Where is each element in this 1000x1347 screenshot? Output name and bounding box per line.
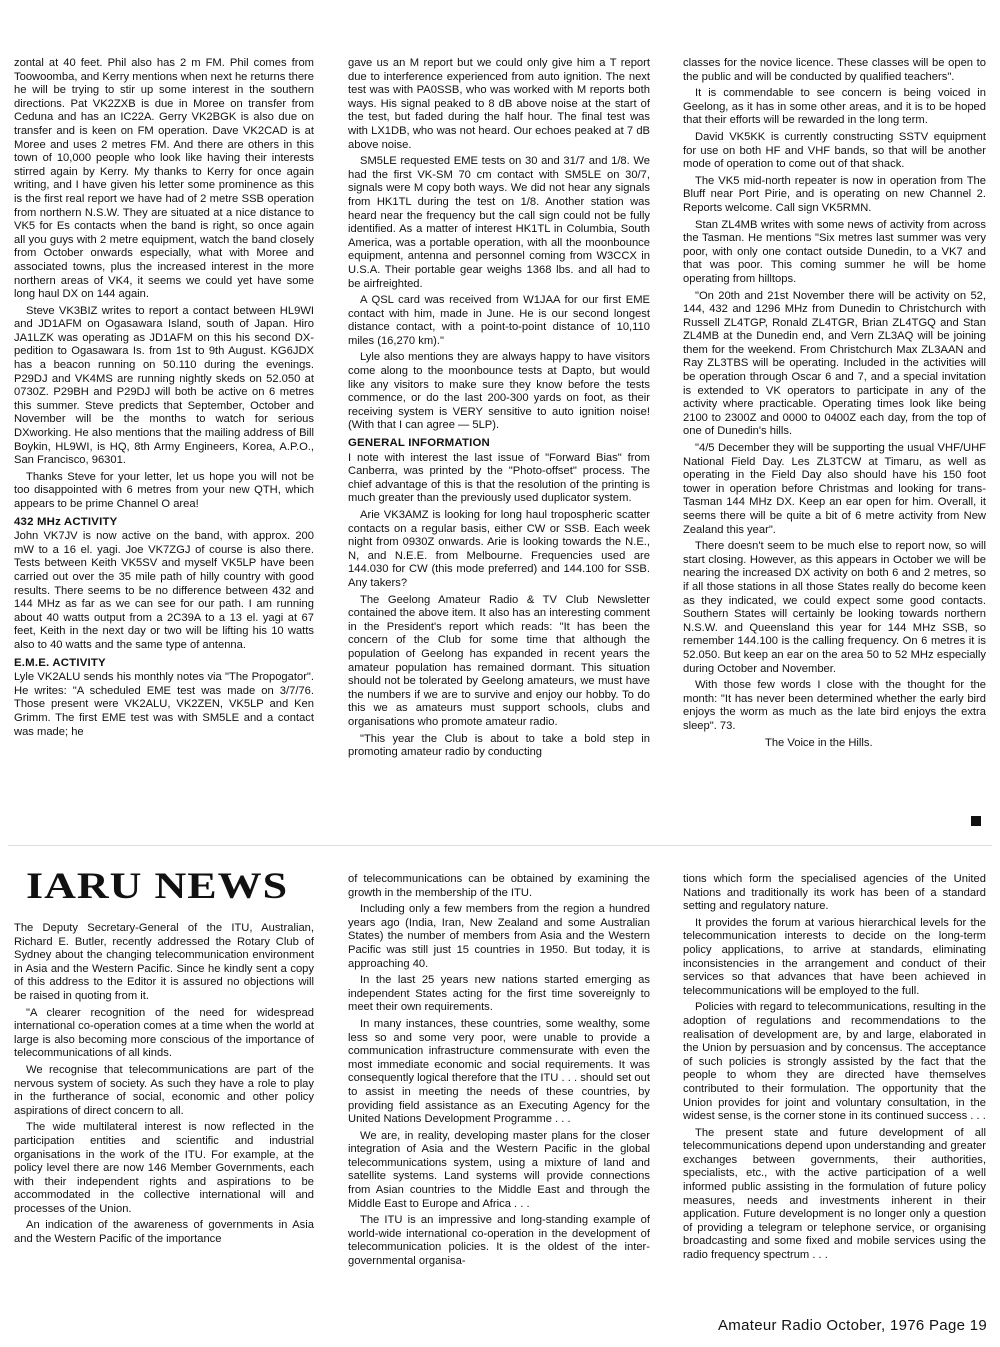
paragraph: Stan ZL4MB writes with some news of activity from across the Tasman. He mentions "Six metres last summer was very poor, with only one contact outside Dunedin, to a VK7 and that was poor. This coming summer he will be home operating from hilltops.: [683, 218, 986, 285]
paragraph: In many instances, these countries, some wealthy, some less so and some very poor, were unable to provide a communication infrastructure commensurate with even the most immediate economic and social requirements. It was consequently logical therefore that the ITU . . . should set out to assist in meeting the needs of these countries, by providing field assistance as an Executing Agency for the United Nations Development Programme . . .: [348, 1017, 650, 1126]
end-of-article-mark: [971, 816, 981, 826]
page-footer: Amateur Radio October, 1976 Page 19: [717, 1317, 987, 1334]
paragraph: "4/5 December they will be supporting the usual VHF/UHF National Field Day. Les ZL3TCW at Timaru, as well as operating in the Field Day also should have his 150 foot tower in operation before Christmas and looking for trans-Tasman 144 MHz DX. Keep an ear open for him. Overall, it seems there will be quite a bit of 6 metre activity from New Zealand this year".: [683, 442, 986, 536]
paragraph: An indication of the awareness of governments in Asia and the Western Pacific of the importance: [14, 1219, 314, 1246]
paragraph: Steve VK3BIZ writes to report a contact between HL9WI and JD1AFM on Ogasawara Island, south of Japan. Hiro JA1LZK was operating as JD1AFM on this his second DX-pedition to Ogasawara Is. from 1st to 9th August. KG6JDX has a beacon running on 50.110 during the evenings. P29DJ and VK4MS are running nightly skeds on 52.050 at 0730Z. P29BH and P29DJ will both be active on 6 metres this summer. Steve predicts that September, October and November will be the months to watch for serious DXworking. He also mentions that the mailing address of Bill Boykin, HL9WI, is HQ, 8th Army Engineers, Korea, A.P.O., San Francisco, 96301.: [14, 304, 314, 467]
paragraph: classes for the novice licence. These classes will be open to the public and will be conducted by qualified teachers".: [683, 57, 986, 83]
paragraph: Lyle VK2ALU sends his monthly notes via "The Propogator". He writes: "A scheduled EME test was made on 3/7/76. Those present were VK2ALU, VK2ZEN, VK5LP and Ken Grimm. The first EME test was with SM5LE and a contact was made; he: [14, 671, 314, 738]
paragraph: SM5LE requested EME tests on 30 and 31/7 and 1/8. We had the first VK-SM 70 cm contact with SM5LE on 30/7, signals were M copy both ways. We did not hear any signals from HK1TL during the test on 1/8. Another station was heard near the frequency but the call sign could not be fully identified. As a matter of interest HK1TL in Columbia, South America, was a portable operation, with all the moonbounce equipment, antenna and personnel coming from W3CCX in U.S.A. Their portable gear weighs 1368 lbs. and all had to be airfreighted.: [348, 155, 650, 290]
paragraph: "On 20th and 21st November there will be activity on 52, 144, 432 and 1296 MHz from Dunedin to Christchurch with Russell ZL4TGP, Ronald ZL4TGR, Brian ZL4TGQ and Stan ZL4MB at the Dunedin end, and Vern ZL3AQ will be joining them for the weekend. From Christchurch Max ZL3AAN and Ray ZL3TBS will be operating. Included in the activities will be operation through Oscar 6 and 7, and a special invitation is extended to VK operators to participate in any of the activity where practicable. Operating times look like being 2100 to 2300Z and 0000 to 0400Z each day, from the top of one of Dunedin's hills.: [683, 289, 986, 438]
paragraph: It provides the forum at various hierarchical levels for the telecommunication interests to decide on the long-term policy applications, to arrive at standards, eliminating inconsistencies in the arrangement and conduct of their services so that advances that have been achieved in telecommunications will be employed to the full.: [683, 916, 986, 997]
paragraph: John VK7JV is now active on the band, with approx. 200 mW to a 16 el. yagi. Joe VK7ZGJ of course is also there. Tests between Keith VK5SV and myself VK5LP have been carried out over the 35 mile path of hilly country with good results. There seems to be no difference between 432 and 144 MHz as far as we can see for our path. I am running about 40 watts output from a 2C39A to a 13 el. yagi at 67 feet, Keith in the next day or two will be lifting his 10 watts also to 40 watts and the same type of antenna.: [14, 530, 314, 651]
iaru-column-2: [348, 873, 650, 1272]
paragraph: Including only a few members from the region a hundred years ago (India, Iran, New Zealand and some Australian States) the number of members from Asia and the Western Pacific was still just 15 countries in 1950. But today, it is approaching 40.: [348, 903, 650, 970]
paragraph: It is commendable to see concern is being voiced in Geelong, as it has in some other areas, and it is to be hoped that their efforts will be rewarded in the long term.: [683, 87, 986, 127]
paragraph: The wide multilateral interest is now reflected in the participation entities and scientific and industrial organisations in the work of the ITU. For example, at the policy level there are now 146 Member Governments, each with their independent rights and aspirations to be accommodated in the collective international will and processes of the Union.: [14, 1121, 314, 1215]
column-1-top: [14, 57, 314, 742]
iaru-column-1: [14, 922, 314, 1250]
paragraph: "This year the Club is about to take a bold step in promoting amateur radio by conducting: [348, 732, 650, 759]
paragraph: Policies with regard to telecommunications, resulting in the adoption of regulations and recommendations to the realisation of development are, by and large, elaborated in the Union by persuasion and by concensus. The acceptance of such policies is strongly assisted by the fact that the people to whom they are directed have themselves contributed to their formulation. The opportunity that the Union provides for joint and voluntary consultation, in the widest sense, is the corner stone in its continued success . . .: [683, 1001, 986, 1123]
paragraph: I note with interest the last issue of "Forward Bias" from Canberra, was printed by the "Photo-offset" process. The chief advantage of this is that the resolution of the printing is much greater than the previously used duplicator system.: [348, 451, 650, 505]
paragraph: of telecommunications can be obtained by examining the growth in the membership of the ITU.: [348, 873, 650, 899]
paragraph: There doesn't seem to be much else to report now, so will start closing. However, as this appears in October we will be nearing the increased DX activity on both 6 and 2 metres, so if all those stations in all those States really do become keen as they indicated, we could expect some good contacts. Southern States will certainly be looking towards northern N.S.W. and Queensland this year for 144 MHz SSB, so remember 144.100 is the calling frequency. On 6 metres it is 52.050. But keep an ear on the area 50 to 52 MHz especially during October and November.: [683, 540, 986, 675]
paragraph: Arie VK3AMZ is looking for long haul tropospheric scatter contacts on a regular basis, either CW or SSB. Each week night from 0930Z onwards. Arie is looking towards the N.E., N, and N.E.E. from Melbourne. Frequencies used are 144.030 for CW (this mode preferred) and 144.100 for SSB. Any takers?: [348, 509, 650, 589]
iaru-column-3: [683, 873, 986, 1266]
iaru-news-title: IARU NEWS: [26, 864, 289, 907]
column-2-top: [348, 57, 650, 763]
signature: The Voice in the Hills.: [765, 736, 873, 749]
paragraph: A QSL card was received from W1JAA for our first EME contact with him, made in June. He is our second longest distance contact, with a point-to-point distance of 10,110 miles (16,270 km).": [348, 294, 650, 347]
section-heading-eme: E.M.E. ACTIVITY: [14, 656, 106, 669]
paragraph: In the last 25 years new nations started emerging as independent States acting for the first time sovereignly to meet their own requirements.: [348, 974, 650, 1014]
paragraph: zontal at 40 feet. Phil also has 2 m FM. Phil comes from Toowoomba, and Kerry mentions when next he returns there he will be trying to stir up some interest in the southern directions. Pat VK2ZXB is due in Moree on transfer from Ceduna and has an IC22A. Gerry VK2BGK is also due on transfer and is keen on FM operation. Dave VK2CAD is at Moree and uses 2 metres FM. And there are others in this town of 10,000 people who look like having their interests stirred again by Kerry. My thanks to Kerry for once again writing, and I have given his letter some prominence as this is the first real report we have had of 2 metre SSB operation from northern N.S.W. They are situated at a nice distance to VK5 for Es contacts when the band is right, so once again all you guys with 2 metre equipment, watch the band closely from October onwards especially, what with Moree and associated towns, plus the increased interest in the more northern areas of VK4, it seems we could yet have some long haul DX on 144 again.: [14, 57, 314, 301]
column-3-top: [683, 57, 986, 753]
paragraph: The ITU is an impressive and long-standing example of world-wide international co-operation in the development of telecommunication policies. It is the oldest of the inter-governmental organisa-: [348, 1214, 650, 1268]
paragraph: Lyle also mentions they are always happy to have visitors come along to the moonbounce tests at Dapto, but would like any visitors to make sure they know before the tests commence, or do the last 200-300 yards on foot, as their receiving system is VERY sensitive to auto ignition noise! (With that I can agree — 5LP).: [348, 351, 650, 432]
paragraph: The Geelong Amateur Radio & TV Club Newsletter contained the above item. It also has an interesting comment in the President's report which reads: "It has been the concern of the Club for some time that although the population of Geelong has expanded in recent years the amateur population has remained dormant. This situation should not be tolerated by Geelong amateurs, we must have the numbers if we are to survive and enjoy our hobby. To do this we as amateurs must support schools, clubs and organisations who promote amateur radio.: [348, 593, 650, 728]
paragraph: We recognise that telecommunications are part of the nervous system of society. As such they have a role to play in the furtherance of social, economic and other policy aspirations of direct concern to all.: [14, 1063, 314, 1117]
paragraph: Thanks Steve for your letter, let us hope you will not be too disappointed with 6 metres from your new QTH, which appears to be prime Channel O area!: [14, 470, 314, 510]
section-divider: [8, 845, 992, 846]
paragraph: With those few words I close with the thought for the month: "It has never been determined whether the early bird enjoys the worm as much as the late bird enjoys the extra sleep". 73.: [683, 679, 986, 732]
paragraph: gave us an M report but we could only give him a T report due to interference experienced from auto ignition. The next test was with PA0SSB, who was worked with M reports both ways. His signal peaked to 8 dB above noise at the start of the test, but faded during the half hour. The final test was with LX1DB, who was not heard. Our echoes peaked at 7 dB above noise.: [348, 57, 650, 151]
section-heading-432: 432 MHz ACTIVITY: [14, 515, 118, 528]
paragraph: "A clearer recognition of the need for widespread international co-operation comes at a time when the world at large is also becoming more conscious of the importance of telecommunications of all kinds.: [14, 1006, 314, 1060]
paragraph: The Deputy Secretary-General of the ITU, Australian, Richard E. Butler, recently addressed the Rotary Club of Sydney about the changing telecommunication environment in Asia and the Western Pacific. Since he kindly sent a copy of this address to the Editor it is assured no objections will be raised in quoting from it.: [14, 922, 314, 1002]
paragraph: The VK5 mid-north repeater is now in operation from The Bluff near Port Pirie, and is operating on new Channel 2. Reports welcome. Call sign VK5RMN.: [683, 174, 986, 214]
paragraph: The present state and future development of all telecommunications depend upon understanding and greater exchanges between governments, their authorities, specialists, etc., with the active participation of a well informed public assisting in the formulation of future policy measures, needs and investments inherent in their application. Future development is no longer only a question of providing a telegram or telephone service, or organising broadcasting and some fixed and mobile services using the radio frequency spectrum . . .: [683, 1126, 986, 1262]
paragraph: We are, in reality, developing master plans for the closer integration of Asia and the Western Pacific in the global telecommunications system, using a mixture of land and satellite systems. Land systems will provide connections from Asian countries to the Middle East and through the Middle East to Europe and Africa . . .: [348, 1129, 650, 1210]
section-heading-general: GENERAL INFORMATION: [348, 437, 490, 450]
paragraph: David VK5KK is currently constructing SSTV equipment for use on both HF and VHF bands, so that will be another mode of operation to come out of that shack.: [683, 130, 986, 171]
paragraph: tions which form the specialised agencies of the United Nations and traditionally its work has been of a standard setting and regulatory nature.: [683, 873, 986, 913]
